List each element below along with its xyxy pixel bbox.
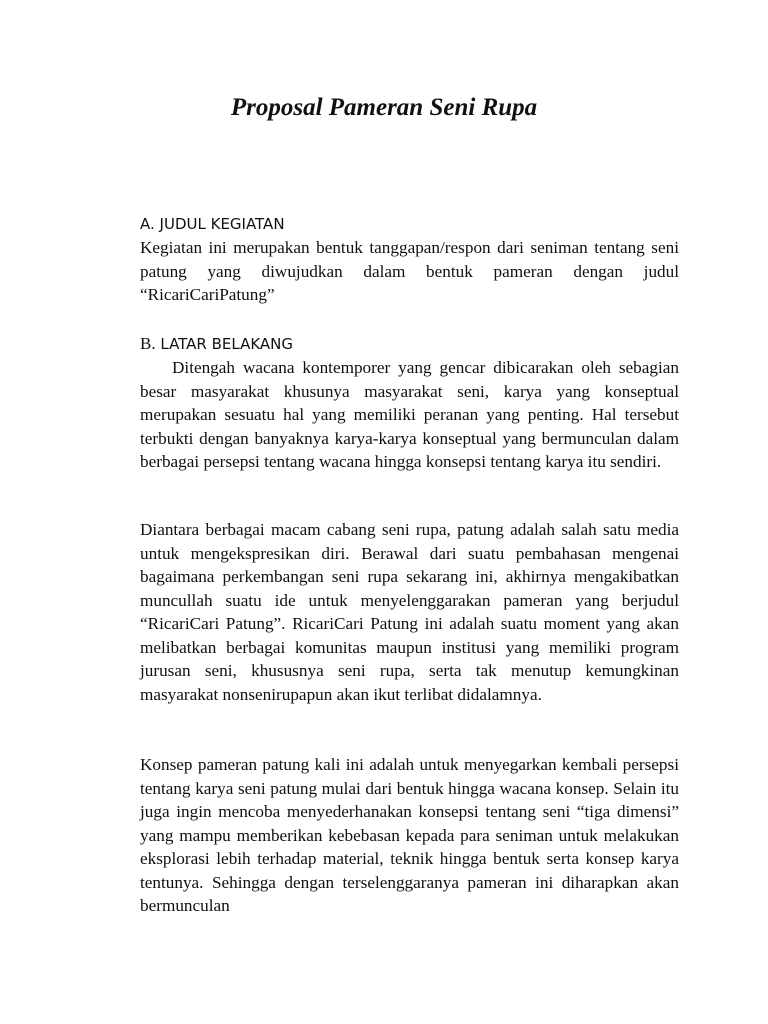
section-latar-belakang	[140, 332, 679, 474]
document-title: Proposal Pameran Seni Rupa	[230, 94, 538, 121]
section-heading-text: JUDUL KEGIATAN	[159, 215, 285, 233]
paragraph-block	[140, 518, 679, 706]
section-number: A.	[140, 215, 155, 233]
paragraph-block	[140, 753, 679, 918]
section-paragraph: Ditengah wacana kontemporer yang gencar dibicarakan oleh sebagian besar masyarakat khusunya masyarakat seni, karya yang konseptual merupakan sesuatu hal yang memiliki peranan yang penting. Hal tersebut terbukti dengan banyaknya karya-karya konseptual yang bermunculan dalam berbagai persepsi tentang wacana hingga konsepsi tentang karya itu sendiri.	[140, 358, 679, 471]
section-judul-kegiatan	[140, 212, 679, 307]
section-paragraph: Konsep pameran patung kali ini adalah untuk menyegarkan kembali persepsi tentang karya seni patung mulai dari bentuk hingga wacana konsep. Selain itu juga ingin mencoba menyederhanakan konsepsi tentang seni “tiga dimensi” yang mampu memberikan kebebasan kepada para seniman untuk melakukan eksplorasi lebih terhadap material, teknik hingga bentuk serta konsep karya tentunya. Sehingga dengan terselenggaranya pameran ini diharapkan akan bermunculan	[140, 755, 679, 915]
section-number: B.	[140, 334, 156, 353]
section-heading-text: LATAR BELAKANG	[160, 335, 294, 353]
section-paragraph: Kegiatan ini merupakan bentuk tanggapan/respon dari seniman tentang seni patung yang diwujudkan dalam bentuk pameran dengan judul “RicariCariPatung”	[140, 238, 679, 304]
section-heading	[140, 332, 679, 356]
section-paragraph: Diantara berbagai macam cabang seni rupa, patung adalah salah satu media untuk mengekspresikan diri. Berawal dari suatu pembahasan mengenai bagaimana perkembangan seni rupa sekarang ini, akhirnya mengakibatkan muncullah suatu ide untuk menyelenggarakan pameran yang berjudul “RicariCari Patung”. RicariCari Patung ini adalah suatu moment yang akan melibatkan berbagai komunitas maupun institusi yang memiliki program jurusan seni, khususnya seni rupa, serta tak menutup kemungkinan masyarakat nonsenirupapun akan ikut terlibat didalamnya.	[140, 520, 679, 704]
section-heading	[140, 212, 679, 236]
